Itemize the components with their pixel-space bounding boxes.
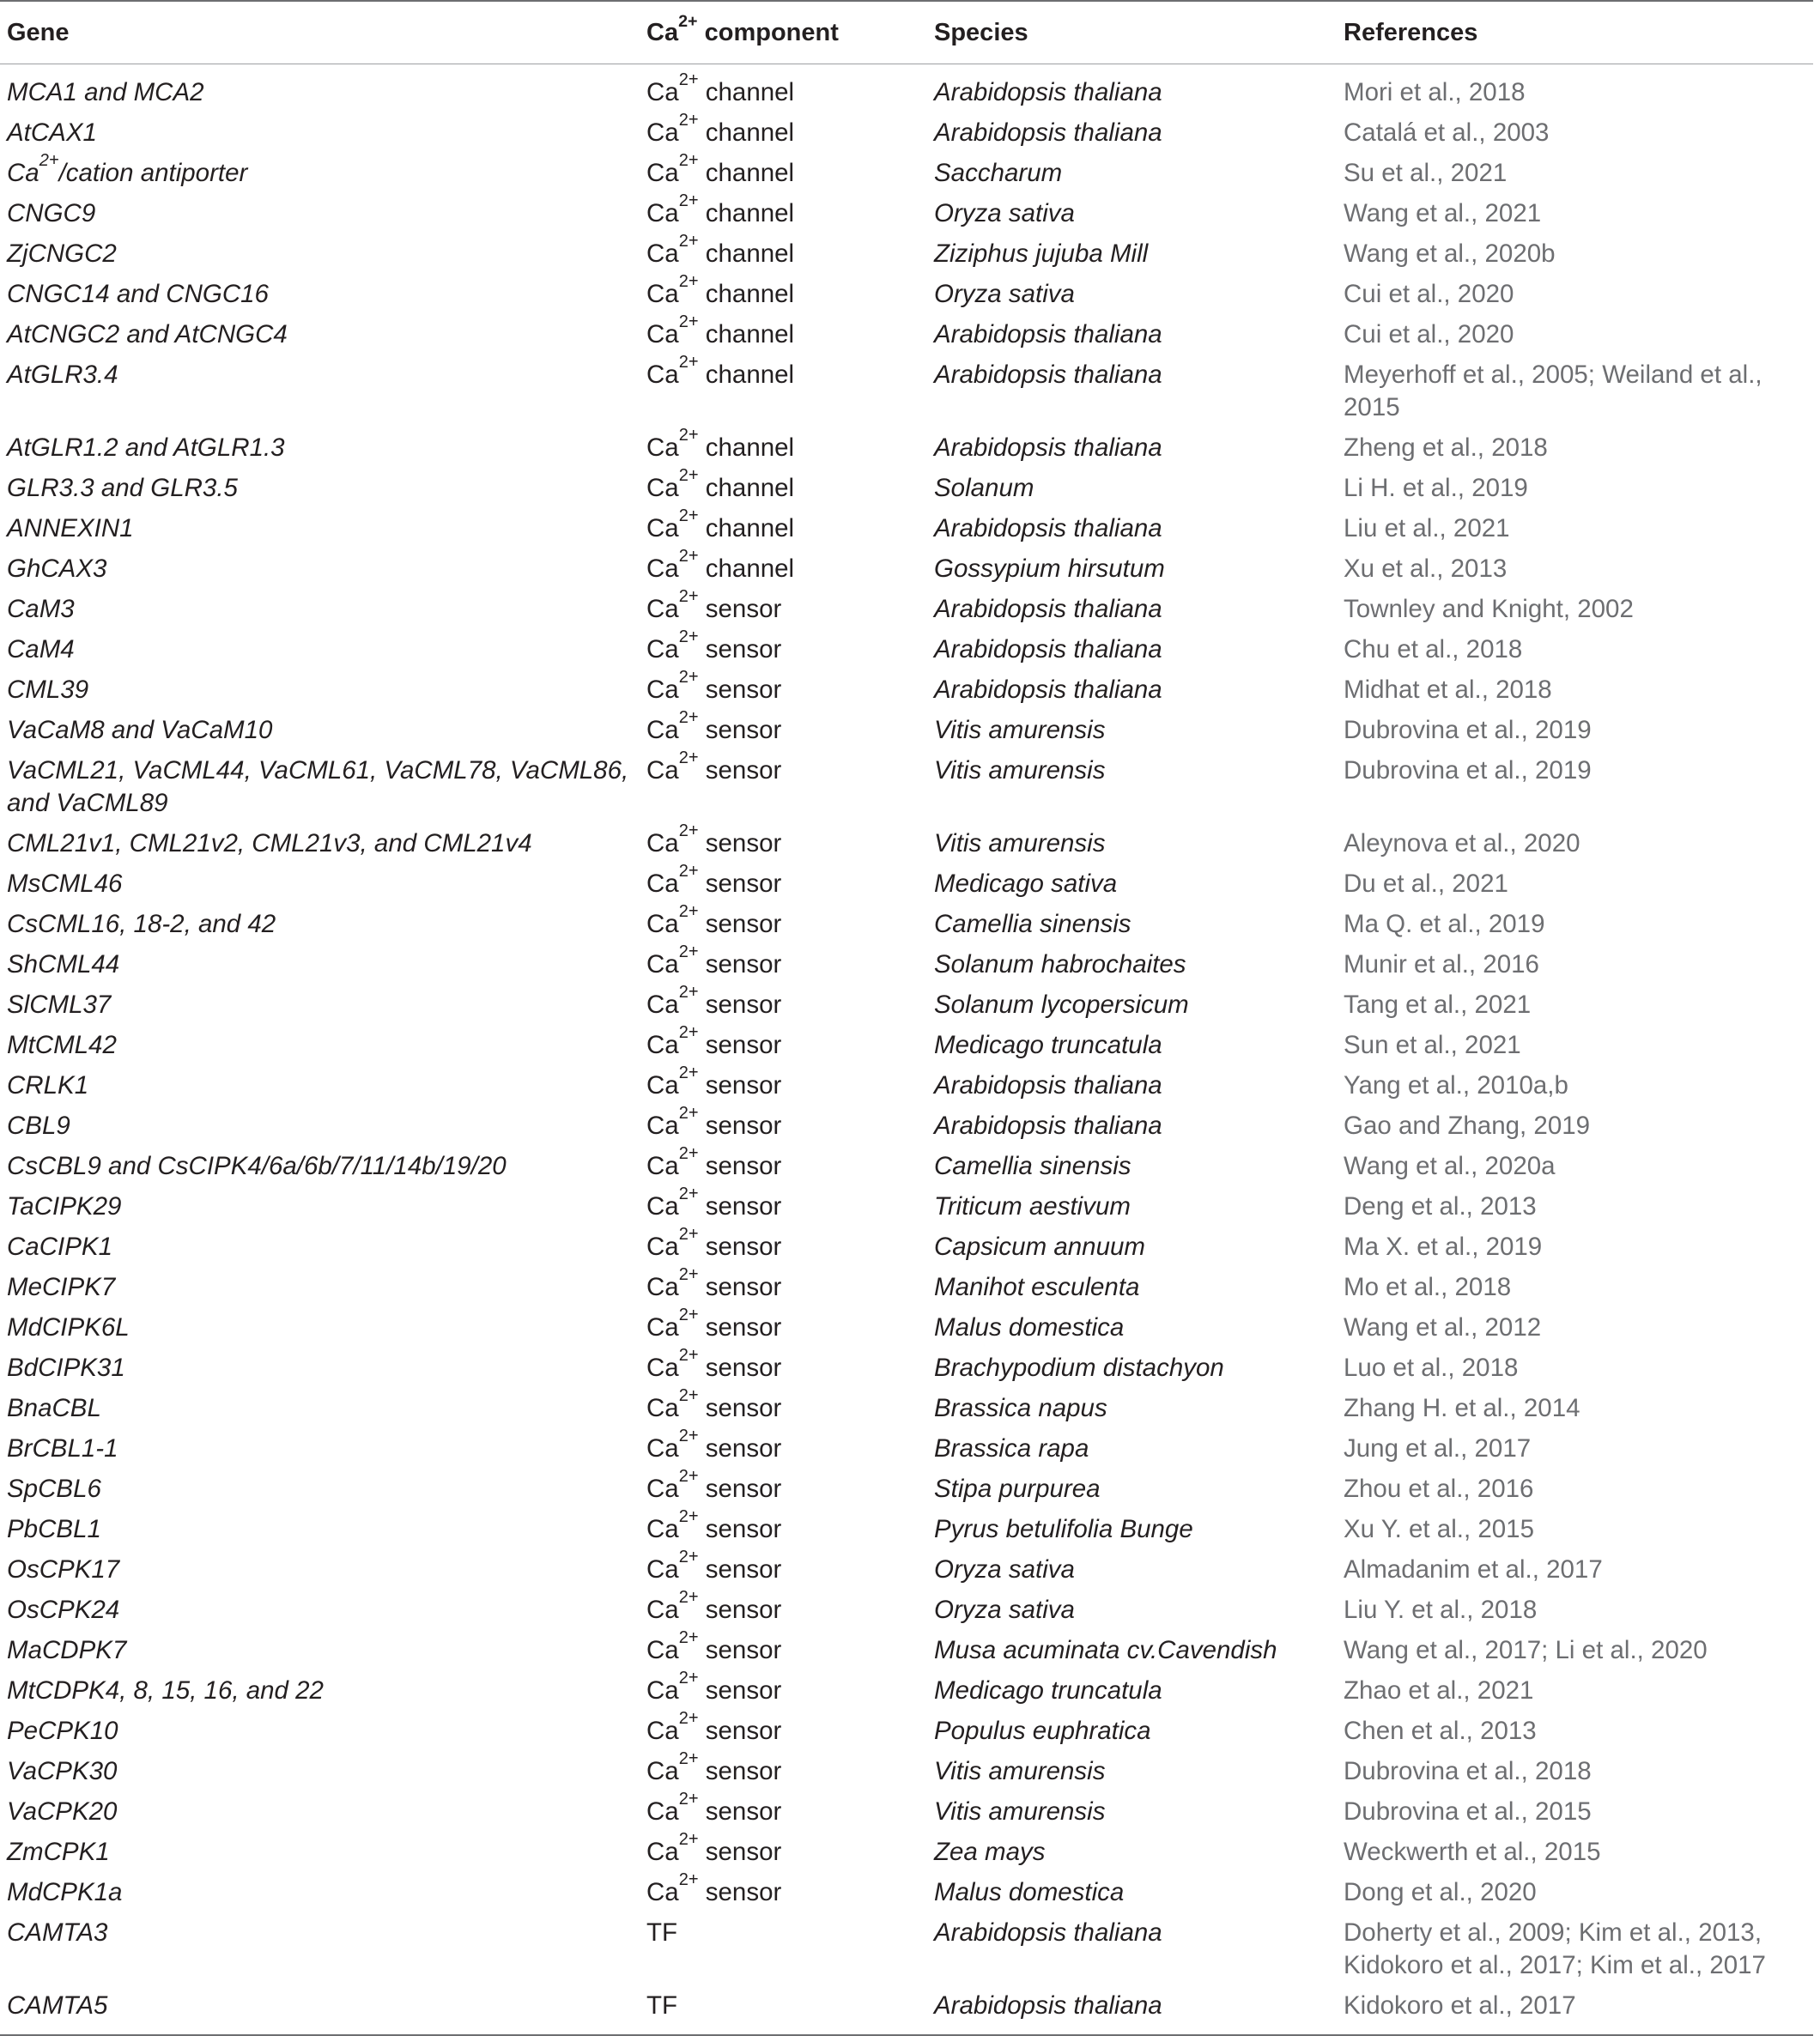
gene-cell: CsCBL9 and CsCIPK4/6a/6b/7/11/14b/19/20 <box>7 1152 507 1180</box>
species-cell: Brassica rapa <box>934 1434 1089 1463</box>
component-cell: $Ca^{2+}$ sensor <box>646 1306 782 1342</box>
gene-cell: AtCAX1 <box>7 118 97 147</box>
gene-cell: ANNEXIN1 <box>7 514 134 542</box>
component-cell: $Ca^{2+}$ sensor <box>646 627 782 664</box>
table-row <box>0 1589 1813 1629</box>
component-cell: $Ca^{2+}$ sensor <box>646 587 782 623</box>
gene-cell: MtCDPK4, 8, 15, 16, and 22 <box>7 1676 324 1705</box>
species-cell: Pyrus betulifolia Bunge <box>934 1515 1193 1543</box>
table-row <box>0 1508 1813 1548</box>
header-species: Species <box>934 18 1028 46</box>
species-cell: Arabidopsis thaliana <box>934 78 1162 106</box>
species-cell: Triticum aestivum <box>934 1192 1131 1221</box>
species-cell: Arabidopsis thaliana <box>934 514 1162 542</box>
gene-cell: ShCML44 <box>7 950 120 979</box>
species-cell: Arabidopsis thaliana <box>934 1991 1162 2020</box>
references-cell: Zhang H. et al., 2014 <box>1344 1394 1580 1422</box>
table-row <box>0 1871 1813 1912</box>
gene-cell: MdCIPK6L <box>7 1313 130 1342</box>
gene-cell: CRLK1 <box>7 1071 89 1100</box>
gene-cell: VaCPK20 <box>7 1797 118 1826</box>
species-cell: Arabidopsis thaliana <box>934 635 1162 664</box>
table-row <box>0 1831 1813 1871</box>
component-cell: $Ca^{2+}$ channel <box>646 151 795 187</box>
gene-cell: CML39 <box>7 676 89 704</box>
gene-cell: AtCNGC2 and AtCNGC4 <box>7 320 288 348</box>
component-cell: $Ca^{2+}$ sensor <box>646 1386 782 1422</box>
gene-cell: CAMTA5 <box>7 1991 108 2020</box>
table-row <box>0 1427 1813 1468</box>
header-gene: Gene <box>7 18 70 46</box>
gene-cell: SlCML37 <box>7 991 112 1019</box>
gene-cell: MtCML42 <box>7 1031 117 1059</box>
references-cell: Du et al., 2021 <box>1344 870 1508 898</box>
references-cell: Mo et al., 2018 <box>1344 1273 1512 1301</box>
component-cell: $Ca^{2+}$ channel <box>646 547 795 583</box>
gene-cell: PbCBL1 <box>7 1515 101 1543</box>
references-cell: Doherty et al., 2009; Kim et al., 2013, Kidokoro et al., 2017; Kim et al., 2017 <box>1344 1918 1766 1979</box>
component-cell: TF <box>646 1991 678 2020</box>
table-row <box>0 1145 1813 1185</box>
table-row <box>0 313 1813 354</box>
species-cell: Arabidopsis thaliana <box>934 595 1162 623</box>
gene-cell: $Ca^{2+}$/cation antiporter <box>7 151 248 187</box>
gene-cell: BdCIPK31 <box>7 1354 125 1382</box>
species-cell: Gossypium hirsutum <box>934 554 1165 583</box>
table-row <box>0 1226 1813 1266</box>
table-row <box>0 1306 1813 1347</box>
references-cell: Kidokoro et al., 2017 <box>1344 1991 1576 2020</box>
references-cell: Munir et al., 2016 <box>1344 950 1539 979</box>
header-references: References <box>1344 18 1478 46</box>
table-row <box>0 64 1813 112</box>
table-row <box>0 1750 1813 1791</box>
component-cell: $Ca^{2+}$ channel <box>646 353 795 389</box>
component-cell: $Ca^{2+}$ sensor <box>646 1709 782 1745</box>
component-cell: $Ca^{2+}$ sensor <box>646 1185 782 1221</box>
component-cell: $Ca^{2+}$ channel <box>646 70 795 106</box>
table-row <box>0 1710 1813 1750</box>
references-cell: Zheng et al., 2018 <box>1344 433 1548 462</box>
table-row <box>0 984 1813 1024</box>
species-cell: Oryza sativa <box>934 1555 1075 1584</box>
references-cell: Jung et al., 2017 <box>1344 1434 1532 1463</box>
references-cell: Dubrovina et al., 2015 <box>1344 1797 1592 1826</box>
component-cell: $Ca^{2+}$ sensor <box>646 1830 782 1866</box>
table-row <box>0 628 1813 669</box>
references-cell: Li H. et al., 2019 <box>1344 474 1528 502</box>
references-cell: Ma X. et al., 2019 <box>1344 1233 1543 1261</box>
table-row <box>0 1468 1813 1508</box>
table-row <box>0 1387 1813 1427</box>
table-row <box>0 507 1813 548</box>
component-cell: $Ca^{2+}$ sensor <box>646 1467 782 1503</box>
gene-cell: CAMTA3 <box>7 1918 108 1947</box>
references-cell: Wang et al., 2020a <box>1344 1152 1556 1180</box>
component-cell: $Ca^{2+}$ sensor <box>646 942 782 979</box>
table-row <box>0 1064 1813 1105</box>
gene-cell: OsCPK17 <box>7 1555 120 1584</box>
species-cell: Solanum habrochaites <box>934 950 1186 979</box>
references-cell: Catalá et al., 2003 <box>1344 118 1550 147</box>
references-cell: Xu Y. et al., 2015 <box>1344 1515 1534 1543</box>
component-cell: $Ca^{2+}$ sensor <box>646 862 782 898</box>
gene-cell: CaCIPK1 <box>7 1233 112 1261</box>
table-row <box>0 588 1813 628</box>
table-row <box>0 1347 1813 1387</box>
table-row <box>0 863 1813 903</box>
gene-cell: MeCIPK7 <box>7 1273 116 1301</box>
gene-cell: MCA1 and MCA2 <box>7 78 204 106</box>
component-cell: $Ca^{2+}$ channel <box>646 506 795 542</box>
references-cell: Meyerhoff et al., 2005; Weiland et al., 2015 <box>1344 361 1762 421</box>
gene-cell: GhCAX3 <box>7 554 107 583</box>
header-component-sup: 2+ <box>678 11 698 31</box>
species-cell: Oryza sativa <box>934 1596 1075 1624</box>
component-cell: $Ca^{2+}$ sensor <box>646 708 782 744</box>
header-component <box>640 1 927 64</box>
component-cell: $Ca^{2+}$ channel <box>646 466 795 502</box>
references-cell: Aleynova et al., 2020 <box>1344 829 1580 857</box>
component-cell: TF <box>646 1918 678 1947</box>
table-row <box>0 152 1813 192</box>
species-cell: Brachypodium distachyon <box>934 1354 1224 1382</box>
component-cell: $Ca^{2+}$ sensor <box>646 902 782 938</box>
table-row <box>0 1629 1813 1669</box>
component-cell: $Ca^{2+}$ sensor <box>646 1144 782 1180</box>
component-cell: $Ca^{2+}$ sensor <box>646 1225 782 1261</box>
component-cell: $Ca^{2+}$ sensor <box>646 748 782 785</box>
species-cell: Populus euphratica <box>934 1717 1151 1745</box>
references-cell: Wang et al., 2020b <box>1344 239 1556 268</box>
gene-cell: CaM4 <box>7 635 75 664</box>
species-cell: Zea mays <box>934 1838 1046 1866</box>
table-row <box>0 192 1813 233</box>
references-cell: Wang et al., 2021 <box>1344 199 1542 227</box>
references-cell: Dubrovina et al., 2019 <box>1344 716 1592 744</box>
component-cell: $Ca^{2+}$ sensor <box>646 1104 782 1140</box>
gene-cell: CsCML16, 18-2, and 42 <box>7 910 276 938</box>
header-row <box>0 1 1813 64</box>
species-cell: Arabidopsis thaliana <box>934 676 1162 704</box>
component-cell: $Ca^{2+}$ sensor <box>646 1870 782 1906</box>
species-cell: Capsicum annuum <box>934 1233 1145 1261</box>
gene-cell: ZmCPK1 <box>7 1838 110 1866</box>
references-cell: Dubrovina et al., 2018 <box>1344 1757 1592 1785</box>
references-cell: Liu Y. et al., 2018 <box>1344 1596 1538 1624</box>
references-cell: Townley and Knight, 2002 <box>1344 595 1634 623</box>
references-cell: Gao and Zhang, 2019 <box>1344 1112 1591 1140</box>
table-row <box>0 273 1813 313</box>
gene-cell: TaCIPK29 <box>7 1192 122 1221</box>
references-cell: Dong et al., 2020 <box>1344 1878 1537 1906</box>
references-cell: Mori et al., 2018 <box>1344 78 1526 106</box>
references-cell: Chen et al., 2013 <box>1344 1717 1537 1745</box>
component-cell: $Ca^{2+}$ sensor <box>646 1265 782 1301</box>
references-cell: Zhou et al., 2016 <box>1344 1475 1534 1503</box>
species-cell: Malus domestica <box>934 1878 1125 1906</box>
species-cell: Vitis amurensis <box>934 829 1106 857</box>
component-cell: $Ca^{2+}$ sensor <box>646 1588 782 1624</box>
table-row <box>0 1266 1813 1306</box>
component-cell: $Ca^{2+}$ sensor <box>646 821 782 857</box>
species-cell: Arabidopsis thaliana <box>934 118 1162 147</box>
component-cell: $Ca^{2+}$ channel <box>646 312 795 348</box>
species-cell: Arabidopsis thaliana <box>934 1918 1162 1947</box>
component-cell: $Ca^{2+}$ sensor <box>646 1548 782 1584</box>
gene-cell: ZjCNGC2 <box>7 239 117 268</box>
species-cell: Arabidopsis thaliana <box>934 361 1162 389</box>
gene-cell: GLR3.3 and GLR3.5 <box>7 474 238 502</box>
species-cell: Vitis amurensis <box>934 1757 1106 1785</box>
species-cell: Medicago truncatula <box>934 1676 1162 1705</box>
gene-cell: MdCPK1a <box>7 1878 123 1906</box>
species-cell: Vitis amurensis <box>934 756 1106 785</box>
gene-cell: CML21v1, CML21v2, CML21v3, and CML21v4 <box>7 829 532 857</box>
references-cell: Dubrovina et al., 2019 <box>1344 756 1592 785</box>
table-row <box>0 1105 1813 1145</box>
gene-cell: OsCPK24 <box>7 1596 120 1624</box>
table-row <box>0 1669 1813 1710</box>
table-row <box>0 427 1813 467</box>
gene-cell: CNGC9 <box>7 199 96 227</box>
references-cell: Xu et al., 2013 <box>1344 554 1508 583</box>
header-component-prefix: Ca <box>646 18 679 46</box>
gene-cell: MaCDPK7 <box>7 1636 127 1664</box>
component-cell: $Ca^{2+}$ channel <box>646 272 795 308</box>
table-row <box>0 1024 1813 1064</box>
table-row <box>0 1984 1813 2035</box>
gene-cell: AtGLR1.2 and AtGLR1.3 <box>7 433 285 462</box>
species-cell: Musa acuminata cv.Cavendish <box>934 1636 1277 1664</box>
species-cell: Saccharum <box>934 159 1063 187</box>
species-cell: Oryza sativa <box>934 280 1075 308</box>
component-cell: $Ca^{2+}$ sensor <box>646 983 782 1019</box>
species-cell: Arabidopsis thaliana <box>934 320 1162 348</box>
gene-cell: CNGC14 and CNGC16 <box>7 280 269 308</box>
table-row <box>0 233 1813 273</box>
component-cell: $Ca^{2+}$ sensor <box>646 1628 782 1664</box>
references-cell: Tang et al., 2021 <box>1344 991 1532 1019</box>
component-cell: $Ca^{2+}$ sensor <box>646 1790 782 1826</box>
references-cell: Sun et al., 2021 <box>1344 1031 1521 1059</box>
gene-cell: AtGLR3.4 <box>7 361 118 389</box>
component-cell: $Ca^{2+}$ sensor <box>646 1063 782 1100</box>
gene-cell: SpCBL6 <box>7 1475 101 1503</box>
table-row <box>0 1791 1813 1831</box>
component-cell: $Ca^{2+}$ sensor <box>646 1669 782 1705</box>
references-cell: Wang et al., 2012 <box>1344 1313 1542 1342</box>
component-cell: $Ca^{2+}$ channel <box>646 111 795 147</box>
table-row <box>0 1548 1813 1589</box>
component-cell: $Ca^{2+}$ sensor <box>646 1023 782 1059</box>
species-cell: Arabidopsis thaliana <box>934 1112 1162 1140</box>
table-row <box>0 548 1813 588</box>
species-cell: Oryza sativa <box>934 199 1075 227</box>
table-row <box>0 354 1813 427</box>
species-cell: Brassica napus <box>934 1394 1107 1422</box>
species-cell: Arabidopsis thaliana <box>934 433 1162 462</box>
component-cell: $Ca^{2+}$ channel <box>646 191 795 227</box>
gene-cell: VaCML21, VaCML44, VaCML61, VaCML78, VaCML86, and VaCML89 <box>7 756 629 817</box>
table-row <box>0 112 1813 152</box>
component-cell: $Ca^{2+}$ channel <box>646 426 795 462</box>
table-row <box>0 669 1813 709</box>
references-cell: Cui et al., 2020 <box>1344 320 1514 348</box>
component-cell: $Ca^{2+}$ channel <box>646 232 795 268</box>
species-cell: Ziziphus jujuba Mill <box>934 239 1149 268</box>
references-cell: Chu et al., 2018 <box>1344 635 1523 664</box>
references-cell: Wang et al., 2017; Li et al., 2020 <box>1344 1636 1708 1664</box>
component-cell: $Ca^{2+}$ sensor <box>646 1346 782 1382</box>
references-cell: Almadanim et al., 2017 <box>1344 1555 1603 1584</box>
header-component-suffix: component <box>697 18 839 46</box>
species-cell: Vitis amurensis <box>934 1797 1106 1826</box>
species-cell: Vitis amurensis <box>934 716 1106 744</box>
gene-cell: PeCPK10 <box>7 1717 118 1745</box>
references-cell: Midhat et al., 2018 <box>1344 676 1552 704</box>
component-cell: $Ca^{2+}$ sensor <box>646 1507 782 1543</box>
references-cell: Weckwerth et al., 2015 <box>1344 1838 1601 1866</box>
gene-cell: MsCML46 <box>7 870 123 898</box>
component-cell: $Ca^{2+}$ sensor <box>646 1749 782 1785</box>
component-cell: $Ca^{2+}$ sensor <box>646 1427 782 1463</box>
table-row <box>0 709 1813 749</box>
species-cell: Solanum lycopersicum <box>934 991 1189 1019</box>
table-row <box>0 749 1813 822</box>
table-body <box>0 64 1813 2036</box>
gene-cell: VaCPK30 <box>7 1757 118 1785</box>
species-cell: Camellia sinensis <box>934 910 1131 938</box>
species-cell: Arabidopsis thaliana <box>934 1071 1162 1100</box>
table-row <box>0 467 1813 507</box>
species-cell: Camellia sinensis <box>934 1152 1131 1180</box>
species-cell: Medicago truncatula <box>934 1031 1162 1059</box>
gene-cell: VaCaM8 and VaCaM10 <box>7 716 273 744</box>
table-row <box>0 1912 1813 1984</box>
references-cell: Liu et al., 2021 <box>1344 514 1510 542</box>
species-cell: Medicago sativa <box>934 870 1118 898</box>
references-cell: Zhao et al., 2021 <box>1344 1676 1534 1705</box>
references-cell: Luo et al., 2018 <box>1344 1354 1519 1382</box>
references-cell: Deng et al., 2013 <box>1344 1192 1537 1221</box>
references-cell: Ma Q. et al., 2019 <box>1344 910 1545 938</box>
gene-cell: CBL9 <box>7 1112 70 1140</box>
table-row <box>0 903 1813 943</box>
references-cell: Su et al., 2021 <box>1344 159 1508 187</box>
gene-cell: BrCBL1-1 <box>7 1434 118 1463</box>
species-cell: Malus domestica <box>934 1313 1125 1342</box>
references-cell: Yang et al., 2010a,b <box>1344 1071 1568 1100</box>
component-cell: $Ca^{2+}$ sensor <box>646 668 782 704</box>
species-cell: Stipa purpurea <box>934 1475 1101 1503</box>
table-row <box>0 1185 1813 1226</box>
table-row <box>0 943 1813 984</box>
gene-cell: BnaCBL <box>7 1394 101 1422</box>
species-cell: Solanum <box>934 474 1034 502</box>
references-cell: Cui et al., 2020 <box>1344 280 1514 308</box>
gene-cell: CaM3 <box>7 595 75 623</box>
table-row <box>0 822 1813 863</box>
table-header <box>0 1 1813 64</box>
species-cell: Manihot esculenta <box>934 1273 1140 1301</box>
